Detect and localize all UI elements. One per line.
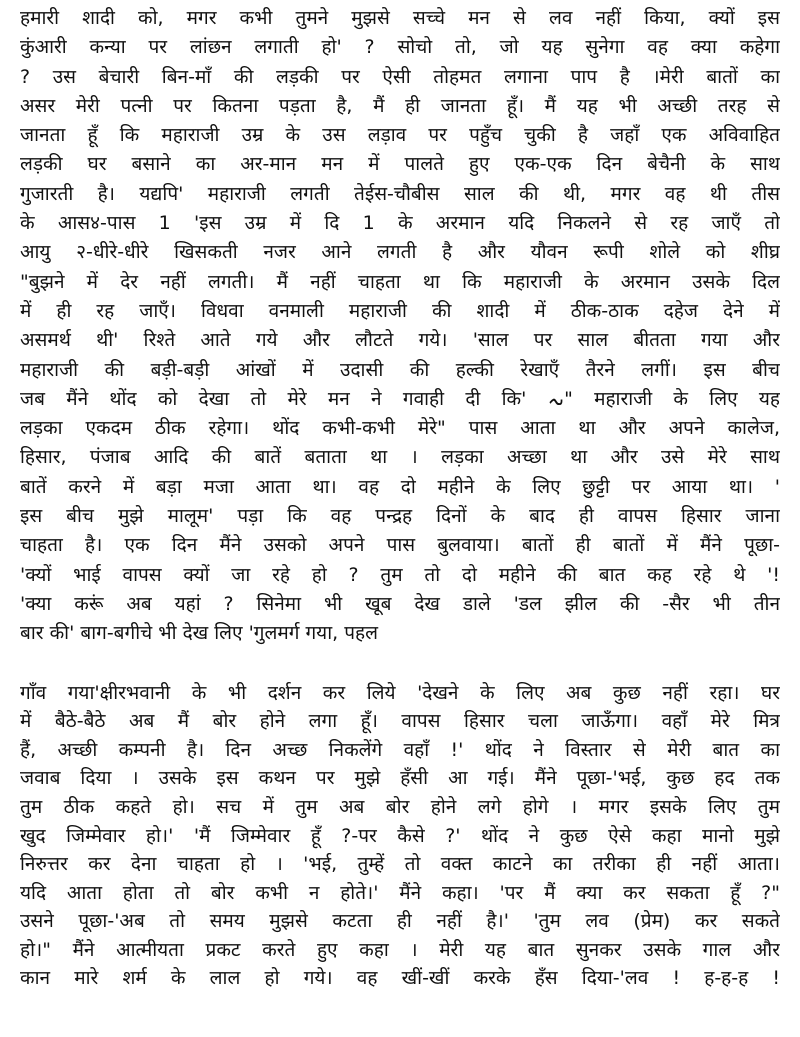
text-line: गुजारती है। यद्यपि' महाराजी लगती तेईस-चौबीस साल की थी, मगर वह थी तीस — [20, 182, 780, 205]
text-line: में ही रह जाएँ। विधवा वनमाली महाराजी की शादी में ठीक-ठाक दहेज देने में — [20, 299, 780, 322]
text-line: "बुझने में देर नहीं लगती। मैं नहीं चाहता था कि महाराजी के अरमान उसके दिल — [20, 270, 780, 293]
text-line: कुंआरी कन्या पर लांछन लगाती हो' ? सोचो तो, जो यह सुनेगा वह क्या कहेगा — [20, 36, 780, 59]
text-line: में बैठे-बैठे अब मैं बोर होने लगा हूँ। वापस हिसार चला जाऊँगा। वहाँ मेरे मित्र — [20, 710, 780, 733]
text-line: जब मैंने थोंद को देखा तो मेरे मन ने गवाही दी कि' ںہ" महाराजी के लिए यह — [20, 387, 780, 410]
text-line: लड़का एकदम ठीक रहेगा। थोंद कभी-कभी मेरे" पास आता था और अपने कालेज, — [20, 417, 780, 440]
text-line: उसने पूछा-'अब तो समय मुझसे कटता ही नहीं है।' 'तुम लव (प्रेम) कर सकते — [20, 910, 780, 933]
text-line: लड़की घर बसाने का अर-मान मन में पालते हुए एक-एक दिन बेचैनी के साथ — [20, 153, 780, 176]
text-line: असमर्थ थी' रिश्ते आते गये और लौटते गये। 'साल पर साल बीतता गया और — [20, 329, 780, 352]
paragraph-1 — [20, 4, 780, 649]
text-line: 'क्या करूं अब यहां ? सिनेमा भी खूब देख डाले 'डल झील की -सैर भी तीन — [20, 592, 780, 615]
text-line: निरुत्तर कर देना चाहता हो । 'भई, तुम्हें तो वक्त काटने का तरीका ही नहीं आता। — [20, 853, 780, 876]
text-line: इस बीच मुझे मालूम' पड़ा कि वह पन्द्रह दिनों के बाद ही वापस हिसार जाना — [20, 505, 780, 528]
text-line: ? उस बेचारी बिन-माँ की लड़की पर ऐसी तोहमत लगाना पाप है ।मेरी बातों का — [20, 65, 780, 88]
text-line: महाराजी की बड़ी-बड़ी आंखों में उदासी की हल्की रेखाएँ तैरने लगीं। इस बीच — [20, 358, 780, 381]
text-line: के आस४-पास 1 'इस उम्र में दि 1 के अरमान यदि निकलने से रह जाएँ तो — [20, 212, 780, 235]
text-line: जानता हूँ कि महाराजी उम्र के उस लड़ाव पर पहुँच चुकी है जहाँ एक अविवाहित — [20, 124, 780, 147]
text-line: यदि आता होता तो बोर कभी न होते।' मैंने कहा। 'पर मैं क्या कर सकता हूँ ?" — [20, 881, 780, 904]
text-line: तुम ठीक कहते हो। सच में तुम अब बोर होने लगे होगे । मगर इसके लिए तुम — [20, 795, 780, 818]
text-line: जवाब दिया । उसके इस कथन पर मुझे हँसी आ गई। मैंने पूछा-'भई, कुछ हद तक — [20, 767, 780, 790]
text-line: कान मारे शर्म के लाल हो गये। वह खीं-खीं करके हँस दिया-'लव ! ह-ह-ह ! — [20, 967, 780, 990]
text-line: हो।" मैंने आत्मीयता प्रकट करते हुए कहा । मेरी यह बात सुनकर उसके गाल और — [20, 938, 780, 961]
text-line: खुद जिम्मेवार हो।' 'मैं जिम्मेवार हूँ ?-पर कैसे ?' थोंद ने कुछ ऐसे कहा मानो मुझे — [20, 824, 780, 847]
text-line: हैं, अच्छी कम्पनी है। दिन अच्छ निकलेंगे वहाँ !' थोंद ने विस्तार से मेरी बात का — [20, 738, 780, 761]
text-line: बातें करने में बड़ा मजा आता था। वह दो महीने के लिए छुट्टी पर आया था। ' — [20, 475, 780, 498]
text-line: 'क्यों भाई वापस क्यों जा रहे हो ? तुम तो दो महीने की बात कह रहे थे '! — [20, 563, 780, 586]
text-line: आयु २-धीरे-धीरे खिसकती नजर आने लगती है और यौवन रूपी शोले को शीघ्र — [20, 241, 780, 264]
paragraph-2 — [20, 679, 780, 994]
text-line: बार की' बाग-बगीचे भी देख लिए 'गुलमर्ग गया, पहल — [20, 622, 378, 645]
text-line: गाँव गया'क्षीरभवानी के भी दर्शन कर लिये 'देखने के लिए अब कुछ नहीं रहा। घर — [20, 681, 780, 704]
text-line: हिसार, पंजाब आदि की बातें बताता था । लड़का अच्छा था और उसे मेरे साथ — [20, 446, 780, 469]
text-line: असर मेरी पत्नी पर कितना पड़ता है, मैं ही जानता हूँ। मैं यह भी अच्छी तरह से — [20, 94, 780, 117]
text-line: हमारी शादी को, मगर कभी तुमने मुझसे सच्चे मन से लव नहीं किया, क्यों इस — [20, 7, 780, 29]
text-line: चाहता है। एक दिन मैंने उसको अपने पास बुलवाया। बातों ही बातों में मैंने पूछा- — [20, 534, 780, 557]
document-page — [20, 4, 780, 993]
